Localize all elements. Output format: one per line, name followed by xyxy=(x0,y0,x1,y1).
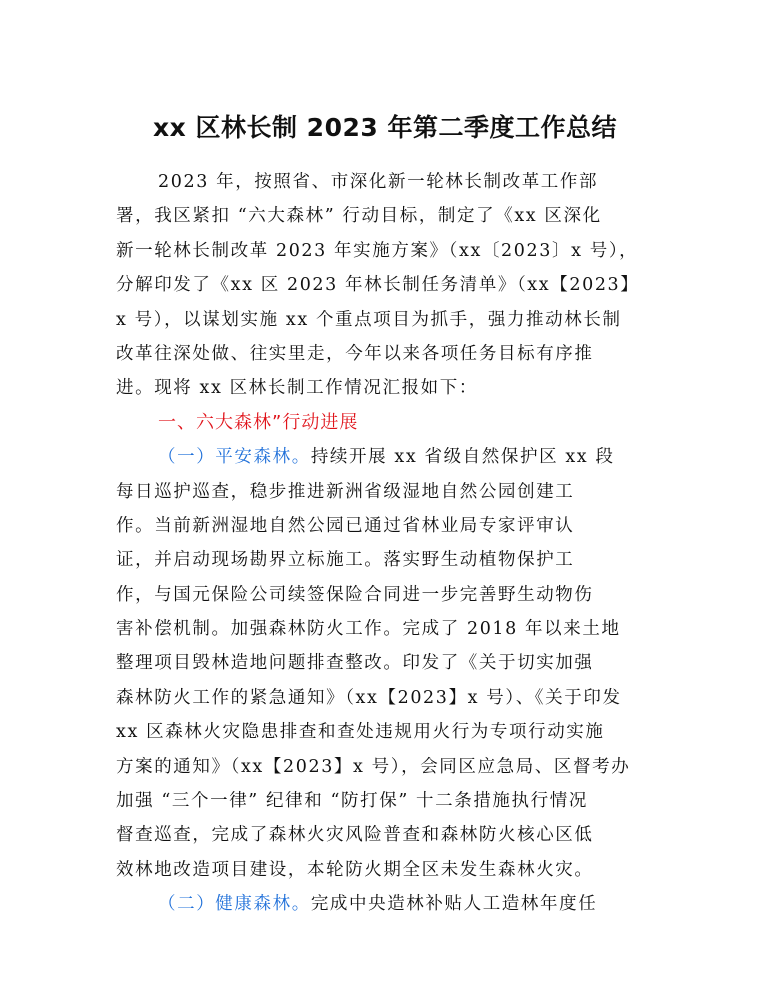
intro-line: 新一轮林长制改革 2023 年实施方案》（xx〔2023〕x 号）， xyxy=(116,240,639,261)
subsection-first-line xyxy=(116,887,656,921)
body-line: 方案的通知》（xx【2023】x 号），会同区应急局、区督考办 xyxy=(116,756,631,777)
document-body xyxy=(116,165,656,922)
body-line: 督查巡查，完成了森林火灾风险普查和森林防火核心区低 xyxy=(116,825,594,846)
body-line: xx 区森林火灾隐患排查和查处违规用火行为专项行动实施 xyxy=(116,722,605,743)
body-line: 森林防火工作的紧急通知》（xx【2023】x 号）、《关于印发 xyxy=(116,687,622,708)
subsection-text: 完成中央造林补贴人工造林年度任 xyxy=(310,894,598,915)
subsection-label: （二）健康森林。 xyxy=(158,894,311,915)
body-line: 作。当前新洲湿地自然公园已通过省林业局专家评审认 xyxy=(116,515,575,536)
body-line: 加强 “三个一律” 纪律和 “防打保” 十二条措施执行情况 xyxy=(116,791,588,812)
intro-line: 改革往深处做、往实里走，今年以来各项任务目标有序推 xyxy=(116,343,594,364)
body-line: 每日巡护巡查，稳步推进新洲省级湿地自然公园创建工 xyxy=(116,481,575,502)
intro-line: 进。现将 xx 区林长制工作情况汇报如下： xyxy=(116,378,478,399)
intro-line: x 号），以谋划实施 xx 个重点项目为抓手，强力推动林长制 xyxy=(116,309,622,330)
intro-line: 署，我区紧扣 “六大森林” 行动目标，制定了《xx 区深化 xyxy=(116,206,602,227)
intro-line: 2023 年，按照省、市深化新一轮林长制改革工作部 xyxy=(158,172,599,192)
subsection-first-line xyxy=(116,440,656,474)
body-line: 害补偿机制。加强森林防火工作。完成了 2018 年以来土地 xyxy=(116,619,621,640)
body-line: 证，并启动现场勘界立标施工。落实野生动植物保护工 xyxy=(116,550,575,571)
section-heading: 一、六大森林”行动进展 xyxy=(158,411,359,433)
body-line: 整理项目毁林造地问题排查整改。印发了《关于切实加强 xyxy=(116,653,594,674)
intro-line: 分解印发了《xx 区 2023 年林长制任务清单》（xx【2023】 xyxy=(116,275,640,296)
subsection-label: （一）平安森林。 xyxy=(158,447,311,468)
document-title: xx 区林长制 2023 年第二季度工作总结 xyxy=(153,113,617,142)
body-line: 效林地改造项目建设，本轮防火期全区未发生森林火灾。 xyxy=(116,859,594,880)
subsection-text: 持续开展 xx 省级自然保护区 xx 段 xyxy=(310,447,615,468)
body-line: 作，与国元保险公司续签保险合同进一步完善野生动物伤 xyxy=(116,584,594,605)
